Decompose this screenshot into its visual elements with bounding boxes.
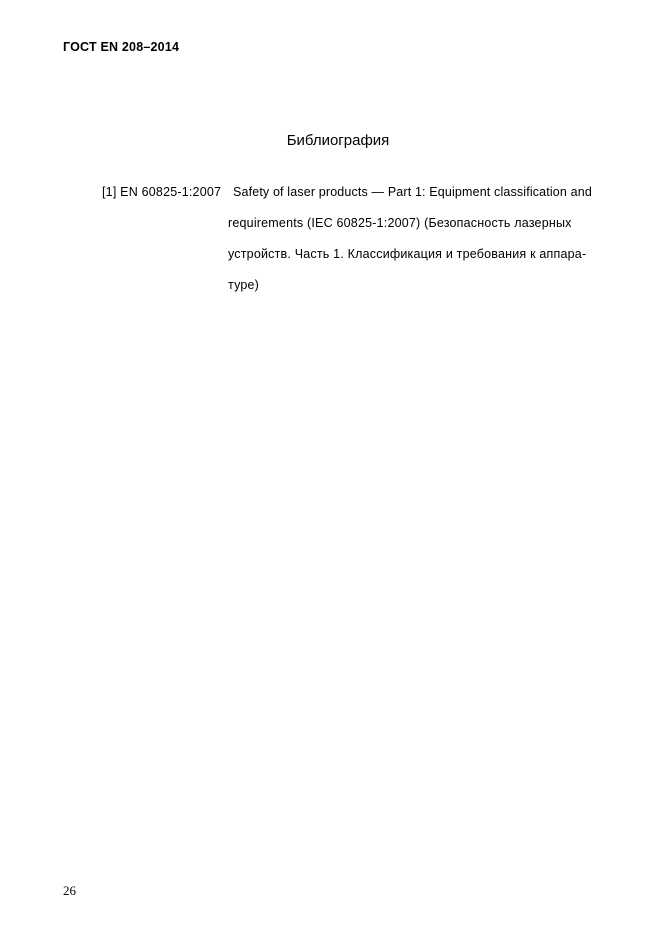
bibliography-entry-text-line: requirements (IEC 60825-1:2007) (Безопасность лазерных: [228, 216, 572, 230]
bibliography-entry-text-line: туре): [228, 278, 260, 292]
bibliography-entry-text-line: устройств. Часть 1. Классификация и требования к аппара-: [228, 247, 587, 261]
bibliography-entry-text-line: Safety of laser products — Part 1: Equipment classification and: [233, 185, 592, 199]
bibliography-title: Библиография: [286, 132, 390, 149]
bibliography-entry-reference: [1] EN 60825-1:2007: [102, 185, 222, 199]
document-code-header: ГОСТ EN 208–2014: [63, 40, 180, 54]
page-number: 26: [63, 883, 76, 898]
